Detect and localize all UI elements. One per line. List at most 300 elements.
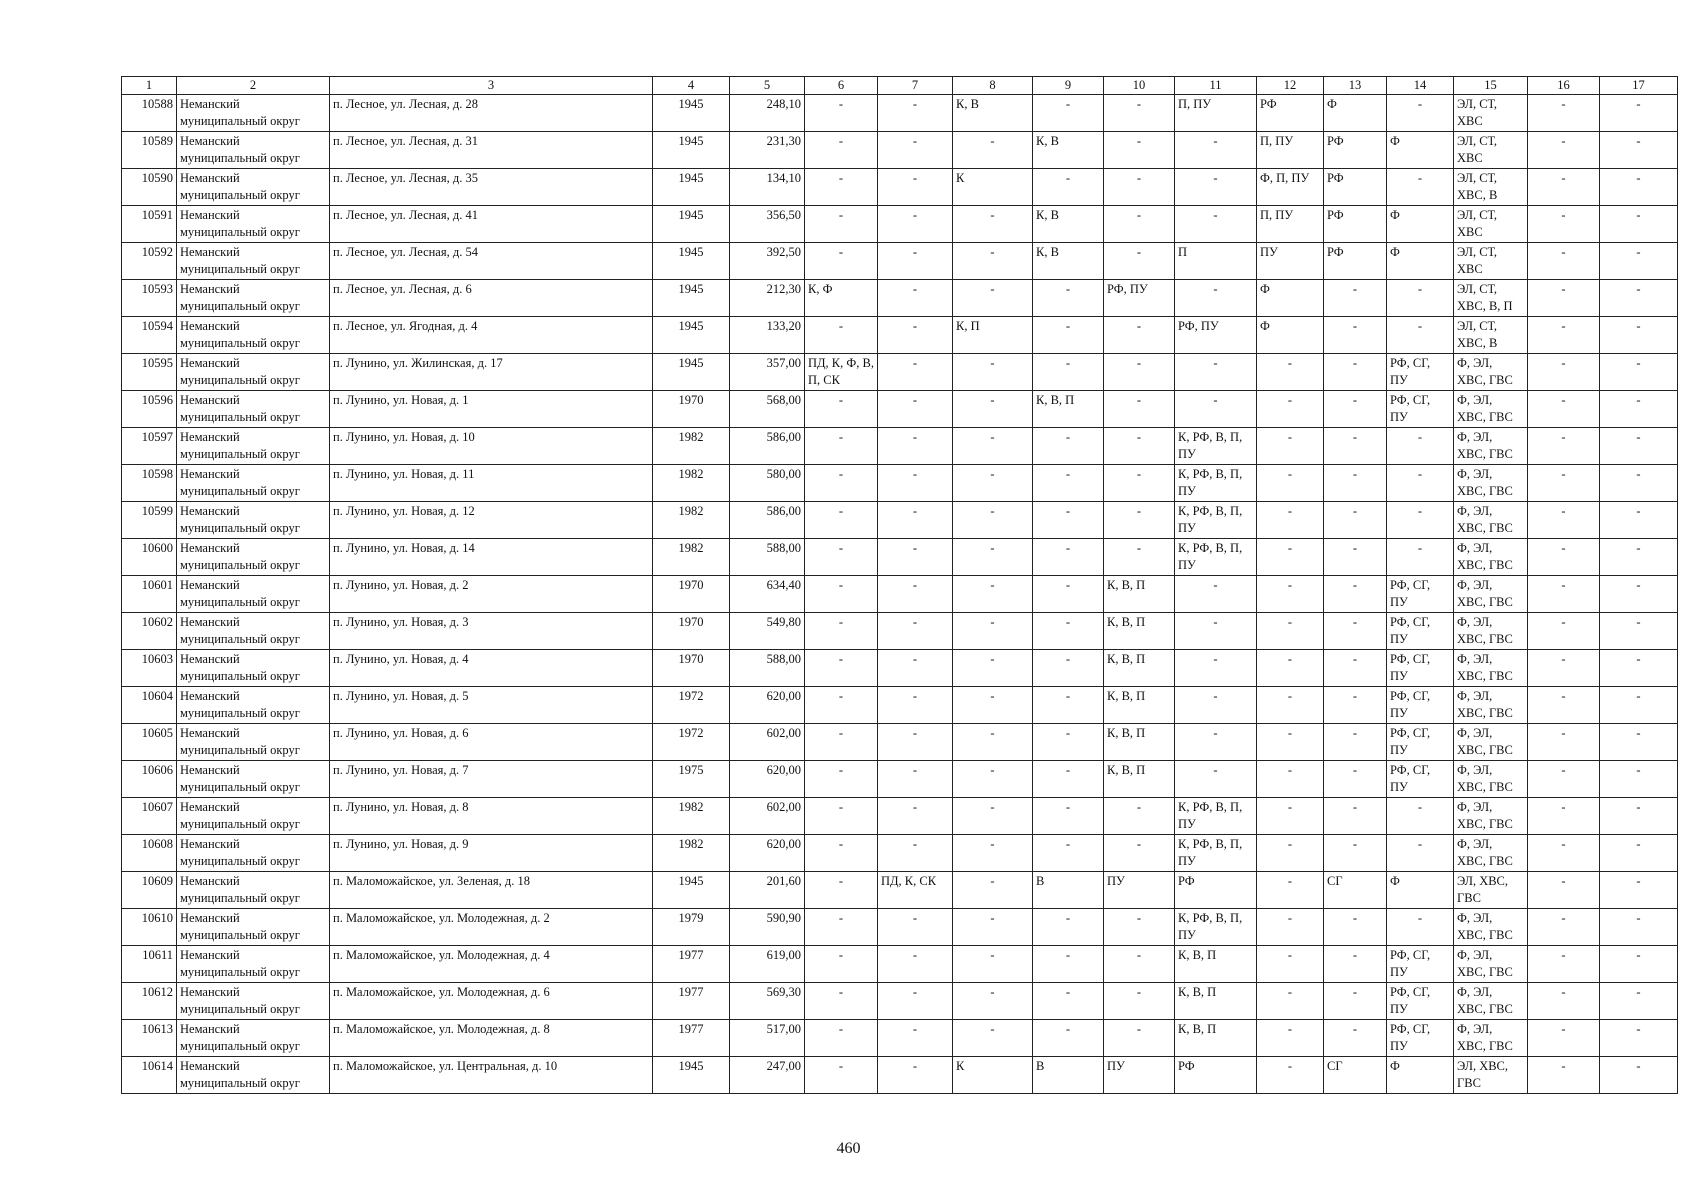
cell-col-17: - bbox=[1600, 243, 1678, 280]
cell-col-16: - bbox=[1528, 317, 1600, 354]
cell-col-13: - bbox=[1324, 724, 1387, 761]
cell-col-14: РФ, СГ, ПУ bbox=[1387, 761, 1454, 798]
cell-col-4: 1982 bbox=[653, 539, 730, 576]
cell-col-7: - bbox=[878, 650, 953, 687]
table-row bbox=[122, 909, 1678, 946]
cell-col-14: - bbox=[1387, 169, 1454, 206]
cell-col-14: РФ, СГ, ПУ bbox=[1387, 391, 1454, 428]
cell-col-8: - bbox=[953, 724, 1033, 761]
cell-col-4: 1972 bbox=[653, 724, 730, 761]
column-header-9: 9 bbox=[1033, 77, 1104, 95]
cell-col-13: - bbox=[1324, 761, 1387, 798]
cell-col-3: п. Лунино, ул. Жилинская, д. 17 bbox=[330, 354, 653, 391]
table-row bbox=[122, 317, 1678, 354]
cell-col-2: Неманский муниципальный округ bbox=[177, 317, 330, 354]
cell-col-6: - bbox=[805, 872, 878, 909]
table-row bbox=[122, 687, 1678, 724]
cell-col-3: п. Лунино, ул. Новая, д. 6 bbox=[330, 724, 653, 761]
cell-col-5: 212,30 bbox=[730, 280, 805, 317]
cell-col-3: п. Лесное, ул. Ягодная, д. 4 bbox=[330, 317, 653, 354]
cell-col-2: Неманский муниципальный округ bbox=[177, 428, 330, 465]
cell-col-14: РФ, СГ, ПУ bbox=[1387, 687, 1454, 724]
cell-col-16: - bbox=[1528, 502, 1600, 539]
cell-col-7: - bbox=[878, 798, 953, 835]
cell-col-10: К, В, П bbox=[1104, 761, 1175, 798]
cell-col-13: РФ bbox=[1324, 169, 1387, 206]
cell-col-1: 10601 bbox=[122, 576, 177, 613]
cell-col-11: - bbox=[1175, 650, 1257, 687]
cell-col-11: К, РФ, В, П, ПУ bbox=[1175, 502, 1257, 539]
cell-col-16: - bbox=[1528, 687, 1600, 724]
cell-col-6: - bbox=[805, 946, 878, 983]
cell-col-17: - bbox=[1600, 576, 1678, 613]
cell-col-1: 10590 bbox=[122, 169, 177, 206]
cell-col-14: - bbox=[1387, 539, 1454, 576]
cell-col-4: 1945 bbox=[653, 1057, 730, 1094]
cell-col-17: - bbox=[1600, 502, 1678, 539]
cell-col-13: - bbox=[1324, 539, 1387, 576]
cell-col-5: 602,00 bbox=[730, 724, 805, 761]
cell-col-1: 10592 bbox=[122, 243, 177, 280]
cell-col-7: - bbox=[878, 391, 953, 428]
cell-col-17: - bbox=[1600, 724, 1678, 761]
cell-col-4: 1970 bbox=[653, 576, 730, 613]
cell-col-14: - bbox=[1387, 465, 1454, 502]
cell-col-16: - bbox=[1528, 280, 1600, 317]
cell-col-5: 620,00 bbox=[730, 687, 805, 724]
cell-col-14: РФ, СГ, ПУ bbox=[1387, 1020, 1454, 1057]
cell-col-3: п. Лунино, ул. Новая, д. 8 bbox=[330, 798, 653, 835]
cell-col-15: Ф, ЭЛ, ХВС, ГВС bbox=[1454, 576, 1528, 613]
cell-col-8: - bbox=[953, 132, 1033, 169]
cell-col-8: - bbox=[953, 391, 1033, 428]
cell-col-1: 10596 bbox=[122, 391, 177, 428]
cell-col-13: Ф bbox=[1324, 95, 1387, 132]
cell-col-5: 588,00 bbox=[730, 650, 805, 687]
cell-col-9: К, В bbox=[1033, 243, 1104, 280]
cell-col-11: К, РФ, В, П, ПУ bbox=[1175, 909, 1257, 946]
cell-col-7: - bbox=[878, 317, 953, 354]
cell-col-15: ЭЛ, ХВС, ГВС bbox=[1454, 872, 1528, 909]
table-row bbox=[122, 95, 1678, 132]
cell-col-10: - bbox=[1104, 909, 1175, 946]
cell-col-2: Неманский муниципальный округ bbox=[177, 798, 330, 835]
cell-col-15: Ф, ЭЛ, ХВС, ГВС bbox=[1454, 613, 1528, 650]
cell-col-1: 10613 bbox=[122, 1020, 177, 1057]
cell-col-10: К, В, П bbox=[1104, 724, 1175, 761]
cell-col-1: 10595 bbox=[122, 354, 177, 391]
cell-col-8: К, П bbox=[953, 317, 1033, 354]
table-row bbox=[122, 502, 1678, 539]
cell-col-17: - bbox=[1600, 798, 1678, 835]
cell-col-3: п. Лунино, ул. Новая, д. 11 bbox=[330, 465, 653, 502]
cell-col-10: - bbox=[1104, 539, 1175, 576]
cell-col-11: К, В, П bbox=[1175, 946, 1257, 983]
cell-col-6: - bbox=[805, 428, 878, 465]
cell-col-17: - bbox=[1600, 280, 1678, 317]
cell-col-8: - bbox=[953, 761, 1033, 798]
cell-col-14: РФ, СГ, ПУ bbox=[1387, 724, 1454, 761]
cell-col-12: - bbox=[1257, 539, 1324, 576]
cell-col-3: п. Маломожайское, ул. Молодежная, д. 6 bbox=[330, 983, 653, 1020]
cell-col-6: - bbox=[805, 798, 878, 835]
cell-col-9: К, В, П bbox=[1033, 391, 1104, 428]
cell-col-15: ЭЛ, СТ, ХВС, В, П bbox=[1454, 280, 1528, 317]
cell-col-3: п. Лесное, ул. Лесная, д. 31 bbox=[330, 132, 653, 169]
cell-col-14: - bbox=[1387, 798, 1454, 835]
cell-col-11: - bbox=[1175, 354, 1257, 391]
table-row bbox=[122, 724, 1678, 761]
cell-col-12: - bbox=[1257, 465, 1324, 502]
cell-col-2: Неманский муниципальный округ bbox=[177, 280, 330, 317]
cell-col-4: 1982 bbox=[653, 835, 730, 872]
cell-col-10: - bbox=[1104, 502, 1175, 539]
cell-col-10: ПУ bbox=[1104, 872, 1175, 909]
cell-col-9: - bbox=[1033, 983, 1104, 1020]
cell-col-7: - bbox=[878, 206, 953, 243]
table-row bbox=[122, 280, 1678, 317]
column-header-13: 13 bbox=[1324, 77, 1387, 95]
cell-col-6: - bbox=[805, 835, 878, 872]
cell-col-9: - bbox=[1033, 576, 1104, 613]
page-number: 460 bbox=[836, 1140, 861, 1157]
cell-col-5: 134,10 bbox=[730, 169, 805, 206]
cell-col-12: РФ bbox=[1257, 95, 1324, 132]
cell-col-8: - bbox=[953, 539, 1033, 576]
table-row bbox=[122, 465, 1678, 502]
cell-col-17: - bbox=[1600, 613, 1678, 650]
cell-col-5: 569,30 bbox=[730, 983, 805, 1020]
cell-col-10: ПУ bbox=[1104, 1057, 1175, 1094]
cell-col-3: п. Маломожайское, ул. Молодежная, д. 4 bbox=[330, 946, 653, 983]
cell-col-2: Неманский муниципальный округ bbox=[177, 576, 330, 613]
cell-col-13: РФ bbox=[1324, 243, 1387, 280]
cell-col-13: - bbox=[1324, 909, 1387, 946]
cell-col-3: п. Лунино, ул. Новая, д. 9 bbox=[330, 835, 653, 872]
column-header-2: 2 bbox=[177, 77, 330, 95]
cell-col-15: Ф, ЭЛ, ХВС, ГВС bbox=[1454, 946, 1528, 983]
cell-col-9: - bbox=[1033, 909, 1104, 946]
cell-col-11: - bbox=[1175, 761, 1257, 798]
cell-col-12: - bbox=[1257, 650, 1324, 687]
cell-col-17: - bbox=[1600, 761, 1678, 798]
column-header-5: 5 bbox=[730, 77, 805, 95]
table-row bbox=[122, 206, 1678, 243]
cell-col-13: СГ bbox=[1324, 1057, 1387, 1094]
column-header-12: 12 bbox=[1257, 77, 1324, 95]
cell-col-2: Неманский муниципальный округ bbox=[177, 687, 330, 724]
cell-col-12: - bbox=[1257, 872, 1324, 909]
cell-col-2: Неманский муниципальный округ bbox=[177, 95, 330, 132]
table-header bbox=[122, 77, 1678, 95]
cell-col-16: - bbox=[1528, 132, 1600, 169]
column-header-14: 14 bbox=[1387, 77, 1454, 95]
cell-col-8: - bbox=[953, 354, 1033, 391]
cell-col-6: - bbox=[805, 761, 878, 798]
cell-col-3: п. Лунино, ул. Новая, д. 5 bbox=[330, 687, 653, 724]
cell-col-1: 10588 bbox=[122, 95, 177, 132]
cell-col-17: - bbox=[1600, 650, 1678, 687]
cell-col-10: К, В, П bbox=[1104, 613, 1175, 650]
column-header-17: 17 bbox=[1600, 77, 1678, 95]
cell-col-15: ЭЛ, СТ, ХВС bbox=[1454, 243, 1528, 280]
cell-col-16: - bbox=[1528, 835, 1600, 872]
cell-col-11: К, В, П bbox=[1175, 1020, 1257, 1057]
cell-col-11: РФ bbox=[1175, 1057, 1257, 1094]
cell-col-15: Ф, ЭЛ, ХВС, ГВС bbox=[1454, 687, 1528, 724]
cell-col-12: ПУ bbox=[1257, 243, 1324, 280]
cell-col-9: В bbox=[1033, 1057, 1104, 1094]
cell-col-10: - bbox=[1104, 317, 1175, 354]
cell-col-9: - bbox=[1033, 539, 1104, 576]
cell-col-7: - bbox=[878, 465, 953, 502]
cell-col-12: - bbox=[1257, 946, 1324, 983]
cell-col-2: Неманский муниципальный округ bbox=[177, 909, 330, 946]
cell-col-13: - bbox=[1324, 650, 1387, 687]
cell-col-7: - bbox=[878, 687, 953, 724]
cell-col-6: - bbox=[805, 576, 878, 613]
cell-col-5: 133,20 bbox=[730, 317, 805, 354]
cell-col-11: К, РФ, В, П, ПУ bbox=[1175, 428, 1257, 465]
cell-col-4: 1977 bbox=[653, 946, 730, 983]
cell-col-7: - bbox=[878, 1057, 953, 1094]
cell-col-3: п. Лунино, ул. Новая, д. 12 bbox=[330, 502, 653, 539]
cell-col-14: - bbox=[1387, 95, 1454, 132]
cell-col-7: - bbox=[878, 909, 953, 946]
cell-col-4: 1972 bbox=[653, 687, 730, 724]
cell-col-5: 357,00 bbox=[730, 354, 805, 391]
cell-col-3: п. Лесное, ул. Лесная, д. 28 bbox=[330, 95, 653, 132]
cell-col-17: - bbox=[1600, 983, 1678, 1020]
cell-col-7: - bbox=[878, 724, 953, 761]
cell-col-1: 10591 bbox=[122, 206, 177, 243]
cell-col-14: Ф bbox=[1387, 243, 1454, 280]
cell-col-1: 10604 bbox=[122, 687, 177, 724]
cell-col-17: - bbox=[1600, 539, 1678, 576]
cell-col-1: 10609 bbox=[122, 872, 177, 909]
cell-col-12: Ф bbox=[1257, 280, 1324, 317]
cell-col-6: - bbox=[805, 1057, 878, 1094]
cell-col-7: - bbox=[878, 539, 953, 576]
cell-col-8: - bbox=[953, 280, 1033, 317]
cell-col-6: К, Ф bbox=[805, 280, 878, 317]
cell-col-16: - bbox=[1528, 650, 1600, 687]
cell-col-3: п. Лунино, ул. Новая, д. 2 bbox=[330, 576, 653, 613]
cell-col-6: - bbox=[805, 465, 878, 502]
column-header-15: 15 bbox=[1454, 77, 1528, 95]
cell-col-13: СГ bbox=[1324, 872, 1387, 909]
table-row bbox=[122, 243, 1678, 280]
cell-col-13: - bbox=[1324, 317, 1387, 354]
cell-col-6: - bbox=[805, 502, 878, 539]
cell-col-14: РФ, СГ, ПУ bbox=[1387, 946, 1454, 983]
cell-col-10: - bbox=[1104, 243, 1175, 280]
cell-col-17: - bbox=[1600, 946, 1678, 983]
table-row bbox=[122, 391, 1678, 428]
cell-col-11: К, РФ, В, П, ПУ bbox=[1175, 798, 1257, 835]
column-header-4: 4 bbox=[653, 77, 730, 95]
cell-col-15: ЭЛ, ХВС, ГВС bbox=[1454, 1057, 1528, 1094]
cell-col-3: п. Лунино, ул. Новая, д. 4 bbox=[330, 650, 653, 687]
cell-col-16: - bbox=[1528, 539, 1600, 576]
cell-col-9: - bbox=[1033, 835, 1104, 872]
cell-col-13: - bbox=[1324, 798, 1387, 835]
cell-col-2: Неманский муниципальный округ bbox=[177, 724, 330, 761]
cell-col-10: - bbox=[1104, 1020, 1175, 1057]
cell-col-1: 10605 bbox=[122, 724, 177, 761]
cell-col-15: Ф, ЭЛ, ХВС, ГВС bbox=[1454, 502, 1528, 539]
table-row bbox=[122, 650, 1678, 687]
cell-col-15: Ф, ЭЛ, ХВС, ГВС bbox=[1454, 983, 1528, 1020]
table-row bbox=[122, 576, 1678, 613]
cell-col-2: Неманский муниципальный округ bbox=[177, 169, 330, 206]
cell-col-4: 1945 bbox=[653, 317, 730, 354]
cell-col-14: Ф bbox=[1387, 206, 1454, 243]
cell-col-9: - bbox=[1033, 761, 1104, 798]
column-header-8: 8 bbox=[953, 77, 1033, 95]
cell-col-5: 247,00 bbox=[730, 1057, 805, 1094]
cell-col-4: 1945 bbox=[653, 280, 730, 317]
cell-col-16: - bbox=[1528, 576, 1600, 613]
cell-col-10: К, В, П bbox=[1104, 687, 1175, 724]
table-row bbox=[122, 798, 1678, 835]
cell-col-5: 634,40 bbox=[730, 576, 805, 613]
cell-col-12: - bbox=[1257, 724, 1324, 761]
table-row bbox=[122, 354, 1678, 391]
cell-col-15: Ф, ЭЛ, ХВС, ГВС bbox=[1454, 650, 1528, 687]
cell-col-3: п. Маломожайское, ул. Центральная, д. 10 bbox=[330, 1057, 653, 1094]
cell-col-4: 1982 bbox=[653, 798, 730, 835]
cell-col-14: Ф bbox=[1387, 1057, 1454, 1094]
cell-col-4: 1982 bbox=[653, 502, 730, 539]
cell-col-14: РФ, СГ, ПУ bbox=[1387, 650, 1454, 687]
cell-col-6: - bbox=[805, 206, 878, 243]
cell-col-13: - bbox=[1324, 502, 1387, 539]
cell-col-7: - bbox=[878, 946, 953, 983]
cell-col-11: - bbox=[1175, 391, 1257, 428]
cell-col-5: 590,90 bbox=[730, 909, 805, 946]
table-row bbox=[122, 761, 1678, 798]
cell-col-7: - bbox=[878, 132, 953, 169]
cell-col-13: РФ bbox=[1324, 132, 1387, 169]
cell-col-14: Ф bbox=[1387, 132, 1454, 169]
column-header-16: 16 bbox=[1528, 77, 1600, 95]
cell-col-6: ПД, К, Ф, В, П, СК bbox=[805, 354, 878, 391]
cell-col-2: Неманский муниципальный округ bbox=[177, 354, 330, 391]
header-row bbox=[122, 77, 1678, 95]
cell-col-4: 1945 bbox=[653, 872, 730, 909]
cell-col-8: К bbox=[953, 169, 1033, 206]
cell-col-11: - bbox=[1175, 576, 1257, 613]
cell-col-10: - bbox=[1104, 391, 1175, 428]
cell-col-8: - bbox=[953, 1020, 1033, 1057]
cell-col-8: К bbox=[953, 1057, 1033, 1094]
cell-col-17: - bbox=[1600, 391, 1678, 428]
cell-col-10: - bbox=[1104, 428, 1175, 465]
cell-col-12: - bbox=[1257, 576, 1324, 613]
cell-col-8: - bbox=[953, 687, 1033, 724]
cell-col-16: - bbox=[1528, 909, 1600, 946]
cell-col-9: - bbox=[1033, 798, 1104, 835]
cell-col-1: 10612 bbox=[122, 983, 177, 1020]
cell-col-16: - bbox=[1528, 243, 1600, 280]
cell-col-8: - bbox=[953, 798, 1033, 835]
cell-col-17: - bbox=[1600, 835, 1678, 872]
cell-col-1: 10600 bbox=[122, 539, 177, 576]
cell-col-14: - bbox=[1387, 428, 1454, 465]
cell-col-5: 392,50 bbox=[730, 243, 805, 280]
cell-col-7: - bbox=[878, 761, 953, 798]
cell-col-16: - bbox=[1528, 946, 1600, 983]
cell-col-1: 10597 bbox=[122, 428, 177, 465]
cell-col-7: - bbox=[878, 95, 953, 132]
cell-col-15: Ф, ЭЛ, ХВС, ГВС bbox=[1454, 798, 1528, 835]
cell-col-13: - bbox=[1324, 946, 1387, 983]
cell-col-12: - bbox=[1257, 502, 1324, 539]
cell-col-6: - bbox=[805, 391, 878, 428]
cell-col-17: - bbox=[1600, 1057, 1678, 1094]
cell-col-7: - bbox=[878, 502, 953, 539]
cell-col-15: ЭЛ, СТ, ХВС, В bbox=[1454, 317, 1528, 354]
column-header-1: 1 bbox=[122, 77, 177, 95]
cell-col-3: п. Лунино, ул. Новая, д. 7 bbox=[330, 761, 653, 798]
cell-col-9: - bbox=[1033, 1020, 1104, 1057]
cell-col-15: ЭЛ, СТ, ХВС bbox=[1454, 95, 1528, 132]
table-row bbox=[122, 539, 1678, 576]
cell-col-4: 1975 bbox=[653, 761, 730, 798]
cell-col-15: Ф, ЭЛ, ХВС, ГВС bbox=[1454, 428, 1528, 465]
cell-col-9: - bbox=[1033, 465, 1104, 502]
cell-col-6: - bbox=[805, 650, 878, 687]
cell-col-8: - bbox=[953, 613, 1033, 650]
cell-col-1: 10606 bbox=[122, 761, 177, 798]
cell-col-12: - bbox=[1257, 354, 1324, 391]
table-row bbox=[122, 983, 1678, 1020]
cell-col-12: - bbox=[1257, 1020, 1324, 1057]
cell-col-6: - bbox=[805, 132, 878, 169]
cell-col-7: - bbox=[878, 613, 953, 650]
cell-col-14: РФ, СГ, ПУ bbox=[1387, 576, 1454, 613]
cell-col-14: - bbox=[1387, 502, 1454, 539]
cell-col-12: П, ПУ bbox=[1257, 206, 1324, 243]
cell-col-2: Неманский муниципальный округ bbox=[177, 1057, 330, 1094]
cell-col-9: - bbox=[1033, 502, 1104, 539]
cell-col-1: 10611 bbox=[122, 946, 177, 983]
cell-col-2: Неманский муниципальный округ bbox=[177, 1020, 330, 1057]
cell-col-11: П, ПУ bbox=[1175, 95, 1257, 132]
cell-col-9: В bbox=[1033, 872, 1104, 909]
table-row bbox=[122, 1020, 1678, 1057]
cell-col-4: 1982 bbox=[653, 428, 730, 465]
cell-col-10: - bbox=[1104, 835, 1175, 872]
cell-col-2: Неманский муниципальный округ bbox=[177, 761, 330, 798]
cell-col-16: - bbox=[1528, 391, 1600, 428]
cell-col-10: - bbox=[1104, 132, 1175, 169]
cell-col-13: - bbox=[1324, 613, 1387, 650]
cell-col-8: - bbox=[953, 946, 1033, 983]
cell-col-4: 1970 bbox=[653, 391, 730, 428]
cell-col-2: Неманский муниципальный округ bbox=[177, 872, 330, 909]
cell-col-4: 1945 bbox=[653, 243, 730, 280]
cell-col-14: - bbox=[1387, 909, 1454, 946]
cell-col-10: - bbox=[1104, 95, 1175, 132]
table-row bbox=[122, 613, 1678, 650]
cell-col-12: - bbox=[1257, 613, 1324, 650]
cell-col-3: п. Лунино, ул. Новая, д. 1 bbox=[330, 391, 653, 428]
cell-col-13: - bbox=[1324, 687, 1387, 724]
cell-col-1: 10610 bbox=[122, 909, 177, 946]
cell-col-4: 1977 bbox=[653, 983, 730, 1020]
